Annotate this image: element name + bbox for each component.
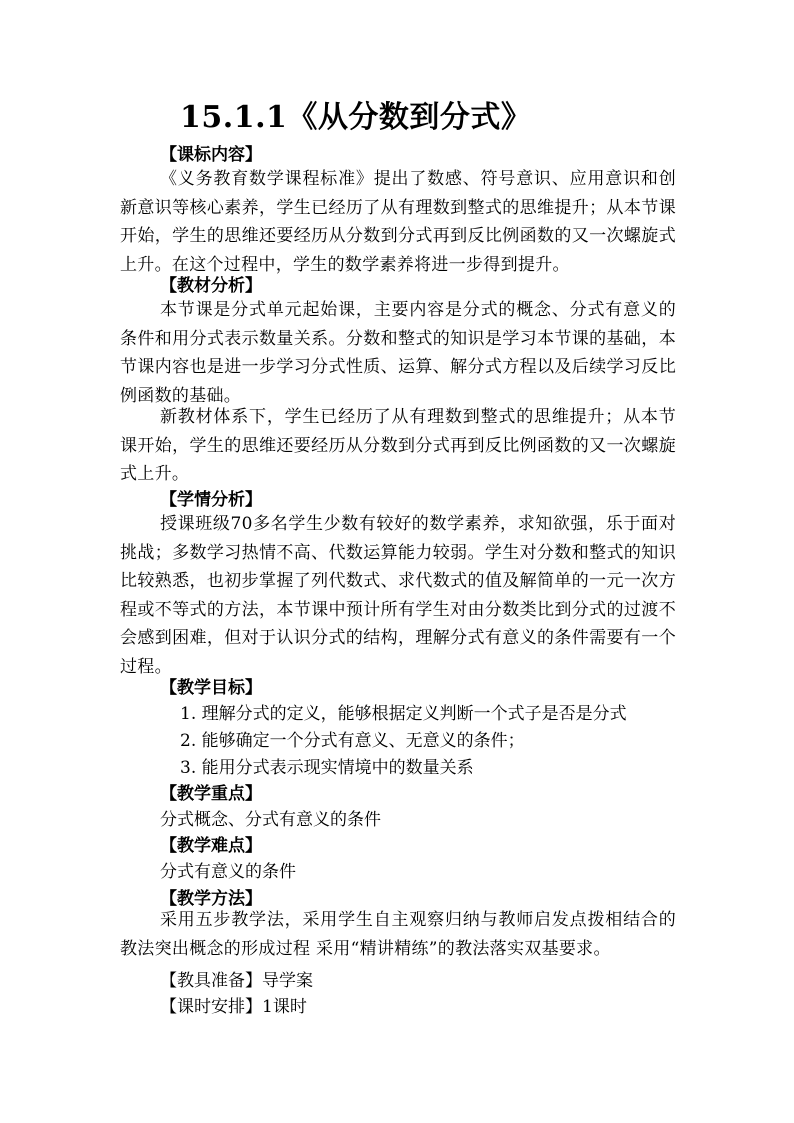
tools-heading: 【教具准备】	[160, 971, 262, 991]
goal-item: 2. 能够确定一个分式有意义、无意义的条件；	[180, 731, 525, 751]
goal-item: 3. 能用分式表示现实情境中的数量关系	[180, 758, 474, 778]
textbook-paragraph-2: 新教材体系下，学生已经历了从有理数到整式的思维提升；从本节课开始，学生的思维还要经历从分数到分式再到反比例函数的又一次螺旋式上升。	[120, 407, 676, 485]
schedule-text: 1课时	[262, 997, 307, 1017]
tools-text: 导学案	[262, 971, 313, 991]
tools-line	[160, 969, 313, 993]
document-title: 15.1.1《从分数到分式》	[180, 100, 532, 135]
method-paragraph: 采用五步教学法，采用学生自主观察归纳与教师启发点拨相结合的教法突出概念的形成过程 采用“精讲精练”的教法落实双基要求。	[120, 910, 676, 959]
key-points-heading: 【教学重点】	[160, 784, 262, 804]
students-paragraph: 授课班级70多名学生少数有较好的数学素养，求知欲强，乐于面对挑战；多数学习热情不高、代数运算能力较弱。学生对分数和整式的知识比较熟悉，也初步掌握了列代数式、求代数式的值及解简单的一元一次方程或不等式的方法，本节课中预计所有学生对由分数类比到分式的过渡不会感到困难，但对于认识分式的结构，理解分式有意义的条件需要有一个过程。	[120, 514, 676, 677]
curriculum-paragraph: 《义务教育数学课程标准》提出了数感、符号意识、应用意识和创新意识等核心素养，学生已经历了从有理数到整式的思维提升；从本节课开始，学生的思维还要经历从分数到分式再到反比例函数的又一次螺旋式上升。在这个过程中，学生的数学素养将进一步得到提升。	[120, 169, 676, 275]
schedule-heading: 【课时安排】	[160, 997, 262, 1017]
goal-item: 1. 理解分式的定义，能够根据定义判断一个式子是否是分式	[180, 704, 627, 724]
difficulty-text: 分式有意义的条件	[160, 862, 296, 882]
key-points-text: 分式概念、分式有意义的条件	[160, 810, 381, 830]
method-heading: 【教学方法】	[160, 889, 262, 909]
students-heading: 【学情分析】	[160, 490, 262, 510]
textbook-paragraph-1: 本节课是分式单元起始课，主要内容是分式的概念、分式有意义的条件和用分式表示数量关系。分数和整式的知识是学习本节课的基础，本节课内容也是进一步学习分式性质、运算、解分式方程以及后续学习反比例函数的基础。	[120, 300, 676, 406]
curriculum-heading: 【课标内容】	[160, 145, 262, 165]
goals-heading: 【教学目标】	[160, 678, 262, 698]
difficulty-heading: 【教学难点】	[160, 836, 262, 856]
schedule-line	[160, 995, 307, 1019]
textbook-heading: 【教材分析】	[160, 276, 262, 296]
